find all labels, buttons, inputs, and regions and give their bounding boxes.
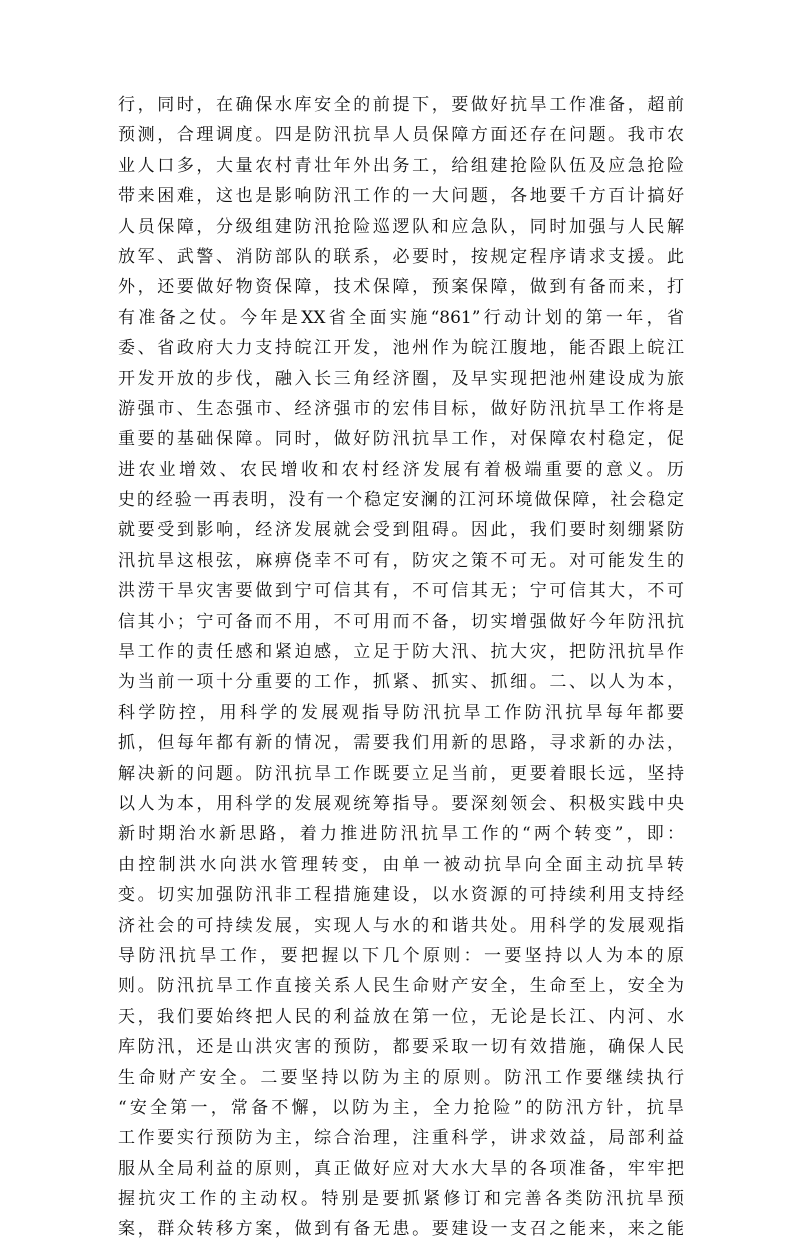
- text-line: 放军、武警、消防部队的联系，必要时，按规定程序请求支援。此: [118, 246, 684, 267]
- text-line: 带来困难，这也是影响防汛工作的一大问题，各地要千方百计搞好: [118, 186, 684, 207]
- text-line: 史的经验一再表明，没有一个稳定安澜的江河环境做保障，社会稳定: [118, 490, 684, 511]
- text-line: 进农业增效、农民增收和农村经济发展有着极端重要的意义。历: [118, 459, 684, 480]
- text-line: 变。切实加强防汛非工程措施建设，以水资源的可持续利用支持经: [118, 885, 684, 906]
- text-line: 开发开放的步伐，融入长三角经济圈，及早实现把池州建设成为旅: [118, 368, 684, 389]
- text-line: 行，同时，在确保水库安全的前提下，要做好抗旱工作准备，超前: [118, 95, 684, 115]
- text-line: 旱工作的责任感和紧迫感，立足于防大汛、抗大灾，把防汛抗旱作: [118, 642, 684, 663]
- text-line: 由控制洪水向洪水管理转变，由单一被动抗旱向全面主动抗旱转: [118, 854, 684, 875]
- text-line: 预测，合理调度。四是防汛抗旱人员保障方面还存在问题。我市农: [118, 125, 684, 146]
- text-line: “安全第一，常备不懈，以防为主，全力抢险”的防汛方针，抗旱: [118, 1097, 684, 1118]
- text-line: 洪涝干旱灾害要做到宁可信其有，不可信其无；宁可信其大，不可: [118, 581, 684, 602]
- text-line: 天，我们要始终把人民的利益放在第一位，无论是长江、内河、水: [118, 1006, 684, 1027]
- text-line: 委、省政府大力支持皖江开发，池州作为皖江腹地，能否跟上皖江: [118, 338, 684, 359]
- text-line: 业人口多，大量农村青壮年外出务工，给组建抢险队伍及应急抢险: [118, 155, 684, 176]
- text-line: 工作要实行预防为主，综合治理，注重科学，讲求效益，局部利益: [118, 1128, 684, 1149]
- body-text: [118, 90, 684, 1245]
- text-line: 信其小；宁可备而不用，不可用而不备，切实增强做好今年防汛抗: [118, 611, 684, 632]
- text-line: 人员保障，分级组建防汛抢险巡逻队和应急队，同时加强与人民解: [118, 216, 684, 237]
- text-line: 服从全局利益的原则，真正做好应对大水大旱的各项准备，牢牢把: [118, 1158, 684, 1179]
- text-line: 新时期治水新思路，着力推进防汛抗旱工作的“两个转变”，即：: [118, 824, 684, 845]
- text-line: 抓，但每年都有新的情况，需要我们用新的思路，寻求新的办法，: [118, 733, 684, 754]
- text-line: 重要的基础保障。同时，做好防汛抗旱工作，对保障农村稳定，促: [118, 429, 684, 450]
- text-line: 解决新的问题。防汛抗旱工作既要立足当前，更要着眼长远，坚持: [118, 763, 684, 784]
- text-line: 外，还要做好物资保障，技术保障，预案保障，做到有备而来，打: [118, 277, 684, 298]
- text-line: 导防汛抗旱工作，要把握以下几个原则：一要坚持以人为本的原: [118, 945, 684, 966]
- text-line: 生命财产安全。二要坚持以防为主的原则。防汛工作要继续执行: [118, 1067, 684, 1088]
- text-line: 济社会的可持续发展，实现人与水的和谐共处。用科学的发展观指: [118, 915, 684, 936]
- text-line: 有准备之仗。今年是XX省全面实施“861”行动计划的第一年，省: [118, 307, 684, 328]
- text-line: 库防汛，还是山洪灾害的预防，都要采取一切有效措施，确保人民: [118, 1037, 684, 1058]
- text-line: 为当前一项十分重要的工作，抓紧、抓实、抓细。二、以人为本，: [118, 672, 684, 693]
- text-line: 科学防控，用科学的发展观指导防汛抗旱工作防汛抗旱每年都要: [118, 702, 684, 723]
- text-line: 汛抗旱这根弦，麻痹侥幸不可有，防灾之策不可无。对可能发生的: [118, 550, 684, 571]
- text-line: 握抗灾工作的主动权。特别是要抓紧修订和完善各类防汛抗旱预: [118, 1189, 684, 1210]
- text-line: 以人为本，用科学的发展观统筹指导。要深刻领会、积极实践中央: [118, 793, 684, 814]
- text-line: 游强市、生态强市、经济强市的宏伟目标，做好防汛抗旱工作将是: [118, 398, 684, 419]
- text-line: 案，群众转移方案，做到有备无患。要建设一支召之能来，来之能: [118, 1219, 684, 1240]
- text-line: 则。防汛抗旱工作直接关系人民生命财产安全，生命至上，安全为: [118, 976, 684, 997]
- text-line: 就要受到影响，经济发展就会受到阻碍。因此，我们要时刻绷紧防: [118, 520, 684, 541]
